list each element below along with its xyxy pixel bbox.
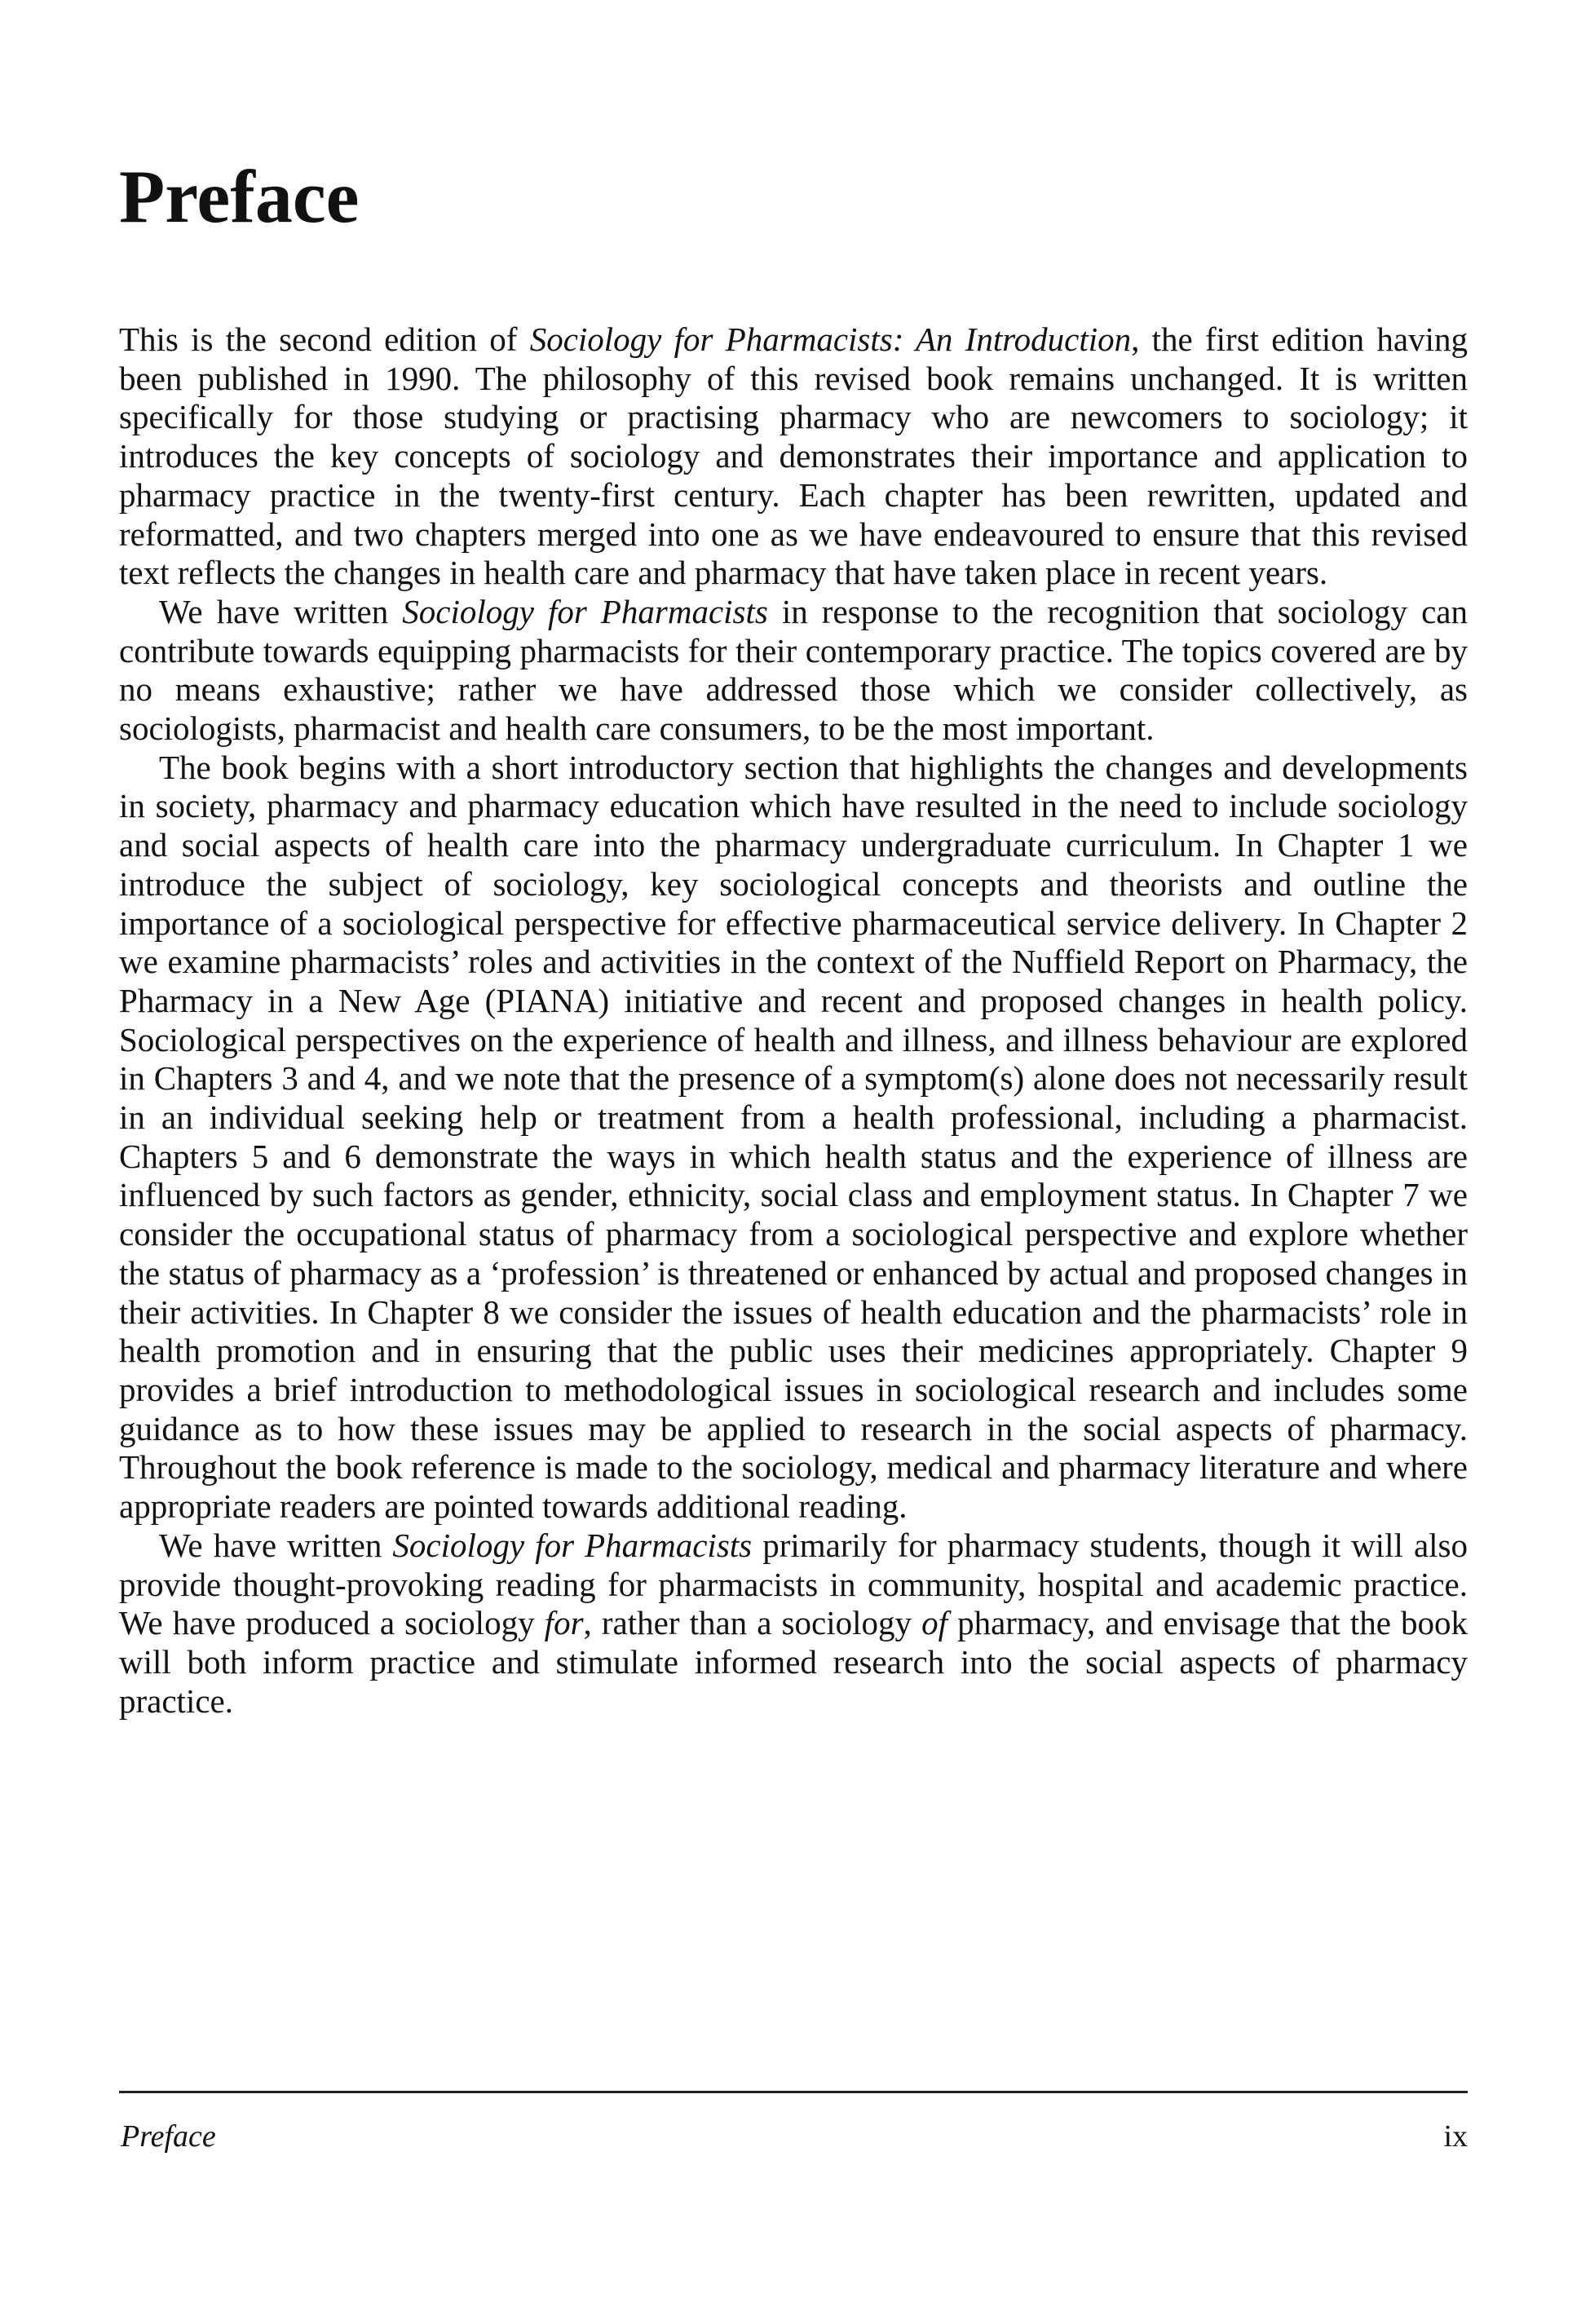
paragraph-4-text-mid-1: primarily for pharmacy students, though it will also provide thought-provoking reading for pharmacists in community, hospital and academic practice. We have produced a sociology bbox=[119, 1526, 1468, 1642]
preface-body bbox=[119, 320, 1468, 1721]
paragraph-2-text-start: We have written bbox=[159, 592, 403, 630]
emphasis-of: of bbox=[921, 1604, 947, 1642]
book-title: Sociology for Pharmacists bbox=[402, 592, 768, 630]
book-title: Sociology for Pharmacists: An Introduction bbox=[529, 320, 1132, 358]
footer-section-label: Preface bbox=[121, 2119, 216, 2154]
paragraph-1 bbox=[119, 320, 1468, 593]
emphasis-for: for bbox=[544, 1604, 584, 1642]
paragraph-2-text-end: in response to the recognition that sociology can contribute towards equipping pharmacists for their contemporary practice. The topics covered are by no means exhaustive; rather we have addressed those which we consider collectively, as sociologists, pharmacist and health care consumers, to be the most important. bbox=[119, 592, 1468, 748]
paragraph-2 bbox=[119, 593, 1468, 749]
paragraph-4 bbox=[119, 1527, 1468, 1721]
page-title: Preface bbox=[119, 155, 360, 238]
paragraph-4-text-mid-2: , rather than a sociology bbox=[583, 1604, 922, 1642]
paragraph-1-text-start: This is the second edition of bbox=[119, 320, 530, 358]
paragraph-4-text-end: pharmacy, and envisage that the book will both inform practice and stimulate informed research into the social aspects of pharmacy practice. bbox=[119, 1604, 1468, 1720]
paragraph-4-text-start: We have written bbox=[159, 1526, 393, 1564]
paragraph-1-text-end: , the first edition having been published in 1990. The philosophy of this revised book remains unchanged. It is written specifically for those studying or practising pharmacy who are newcomers to sociology; it introduces the key concepts of sociology and demonstrates their importance and application to pharmacy practice in the twenty-first century. Each chapter has been rewritten, updated and reformatted, and two chapters merged into one as we have endeavoured to ensure that this revised text reflects the changes in health care and pharmacy that have taken place in recent years. bbox=[119, 320, 1468, 592]
book-title: Sociology for Pharmacists bbox=[392, 1526, 753, 1564]
paragraph-3: The book begins with a short introductory section that highlights the changes and developments in society, pharmacy and pharmacy education which have resulted in the need to include sociology and social aspects of health care into the pharmacy undergraduate curriculum. In Chapter 1 we introduce the subject of sociology, key sociological concepts and theorists and outline the importance of a sociological perspective for effective pharmaceutical service delivery. In Chapter 2 we examine pharmacists’ roles and activities in the context of the Nuffield Report on Pharmacy, the Pharmacy in a New Age (PIANA) initiative and recent and proposed changes in health policy. Sociological perspectives on the experience of health and illness, and illness behaviour are explored in Chapters 3 and 4, and we note that the presence of a symptom(s) alone does not necessarily result in an individual seeking help or treatment from a health professional, including a pharmacist. Chapters 5 and 6 demonstrate the ways in which health status and the experience of illness are influenced by such factors as gender, ethnicity, social class and employment status. In Chapter 7 we consider the occupational status of pharmacy from a sociological perspective and explore whether the status of pharmacy as a ‘profession’ is threatened or enhanced by actual and proposed changes in their activities. In Chapter 8 we consider the issues of health education and the pharmacists’ role in health promotion and in ensuring that the public uses their medicines appropriately. Chapter 9 provides a brief introduction to methodological issues in sociological research and includes some guidance as to how these issues may be applied to research in the social aspects of pharmacy. Throughout the book reference is made to the sociology, medical and pharmacy literature and where appropriate readers are pointed towards additional reading. bbox=[119, 748, 1468, 1526]
footer-rule bbox=[119, 2091, 1468, 2093]
footer-page-number: ix bbox=[1443, 2119, 1468, 2154]
